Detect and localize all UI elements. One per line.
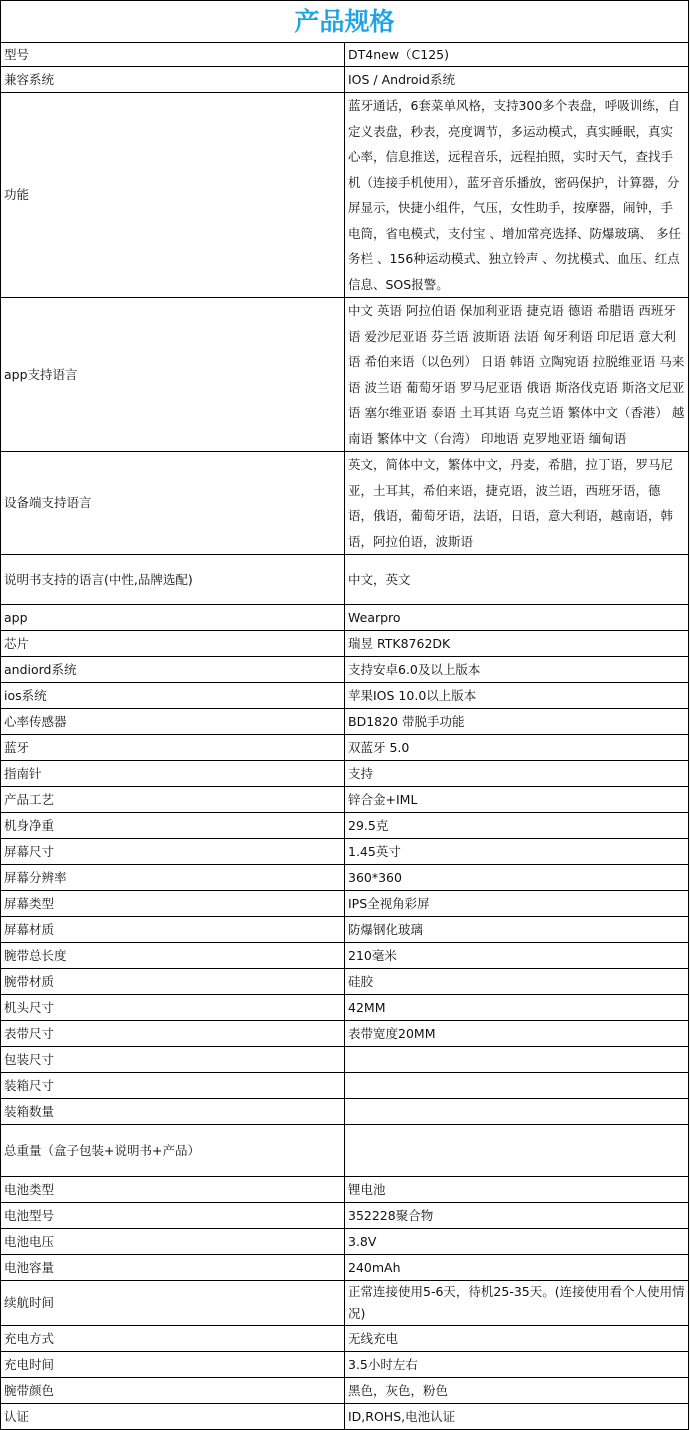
spec-value: 3.5小时左右 [345, 1352, 689, 1378]
spec-label: app支持语言 [1, 298, 345, 452]
table-row [1, 1255, 689, 1281]
spec-label: 认证 [1, 1404, 345, 1430]
spec-value: ID,ROHS,电池认证 [345, 1404, 689, 1430]
spec-label: 型号 [1, 43, 345, 67]
spec-label: 电池电压 [1, 1229, 345, 1255]
spec-value: 支持 [345, 761, 689, 787]
spec-label: andiord系统 [1, 657, 345, 683]
spec-label: 装箱尺寸 [1, 1073, 345, 1099]
spec-label: 腕带材质 [1, 969, 345, 995]
table-row [1, 1326, 689, 1352]
spec-label: 续航时间 [1, 1281, 345, 1326]
table-row [1, 631, 689, 657]
spec-value: 中文，英文 [345, 555, 689, 605]
spec-value: 中文 英语 阿拉伯语 保加利亚语 捷克语 德语 希腊语 西班牙语 爱沙尼亚语 芬兰语 波斯语 法语 匈牙利语 印尼语 意大利语 希伯来语（以色列） 日语 韩语 立陶宛语 拉脱维亚语 马来语 波兰语 葡萄牙语 罗马尼亚语 俄语 斯洛伐克语 斯洛文尼亚语 塞尔维亚语 泰语 土耳其语 乌克兰语 繁体中文（香港） 越南语 繁体中文（台湾） 印地语 克罗地亚语 缅甸语 [345, 298, 689, 452]
spec-label: 机头尺寸 [1, 995, 345, 1021]
spec-value: 锂电池 [345, 1177, 689, 1203]
spec-label: 机身净重 [1, 813, 345, 839]
spec-label: 功能 [1, 93, 345, 298]
spec-value [345, 1099, 689, 1125]
table-row [1, 839, 689, 865]
spec-value: 苹果IOS 10.0以上版本 [345, 683, 689, 709]
table-row [1, 917, 689, 943]
table-row [1, 605, 689, 631]
table-row [1, 1099, 689, 1125]
table-row [1, 1203, 689, 1229]
spec-label: 充电方式 [1, 1326, 345, 1352]
spec-label: 屏幕尺寸 [1, 839, 345, 865]
table-row [1, 683, 689, 709]
table-row [1, 67, 689, 93]
table-row [1, 1404, 689, 1430]
spec-label: 设备端支持语言 [1, 452, 345, 555]
table-row [1, 657, 689, 683]
spec-label: 屏幕分辨率 [1, 865, 345, 891]
spec-label: 产品工艺 [1, 787, 345, 813]
table-row [1, 1229, 689, 1255]
table-row [1, 995, 689, 1021]
spec-value: 352228聚合物 [345, 1203, 689, 1229]
spec-value: 正常连接使用5-6天，待机25-35天。(连接使用看个人使用情况) [345, 1281, 689, 1326]
spec-value: 蓝牙通话，6套菜单风格，支持300多个表盘，呼吸训练，自定义表盘，秒表，亮度调节，多运动模式，真实睡眠，真实心率，信息推送，远程音乐，远程拍照，实时天气，查找手机（连接手机使用），蓝牙音乐播放，密码保护，计算器，分屏显示，快捷小组件，气压，女性助手，按摩器，闹钟，手电筒，省电模式，支付宝 、增加常亮选择、防爆玻璃、 多任务栏 、156种运动模式、独立铃声 、勿扰模式、血压、红点信息、SOS报警。 [345, 93, 689, 298]
spec-value: 硅胶 [345, 969, 689, 995]
spec-label: 表带尺寸 [1, 1021, 345, 1047]
spec-label: 蓝牙 [1, 735, 345, 761]
spec-value [345, 1125, 689, 1177]
spec-value: 表带宽度20MM [345, 1021, 689, 1047]
spec-value: 支持安卓6.0及以上版本 [345, 657, 689, 683]
table-row [1, 787, 689, 813]
spec-value: 防爆钢化玻璃 [345, 917, 689, 943]
spec-value: 瑞昱 RTK8762DK [345, 631, 689, 657]
spec-label: 电池类型 [1, 1177, 345, 1203]
spec-value: IOS / Android系统 [345, 67, 689, 93]
spec-label: 腕带颜色 [1, 1378, 345, 1404]
spec-label: 兼容系统 [1, 67, 345, 93]
table-row [1, 943, 689, 969]
spec-label: app [1, 605, 345, 631]
spec-value: 英文，简体中文，繁体中文，丹麦，希腊，拉丁语，罗马尼亚，土耳其，希伯来语，捷克语，波兰语，西班牙语，德语，俄语，葡萄牙语，法语，日语，意大利语，越南语，韩语，阿拉伯语，波斯语 [345, 452, 689, 555]
spec-value: 360*360 [345, 865, 689, 891]
table-row [1, 93, 689, 298]
spec-label: ios系统 [1, 683, 345, 709]
spec-label: 屏幕材质 [1, 917, 345, 943]
table-row [1, 1352, 689, 1378]
table-row [1, 865, 689, 891]
spec-value: 42MM [345, 995, 689, 1021]
spec-value: Wearpro [345, 605, 689, 631]
table-row [1, 969, 689, 995]
spec-value: 240mAh [345, 1255, 689, 1281]
table-row [1, 1073, 689, 1099]
spec-value: 黑色，灰色，粉色 [345, 1378, 689, 1404]
spec-label: 充电时间 [1, 1352, 345, 1378]
table-row [1, 555, 689, 605]
spec-label: 电池容量 [1, 1255, 345, 1281]
table-row [1, 709, 689, 735]
table-row [1, 43, 689, 67]
spec-value [345, 1047, 689, 1073]
spec-label: 电池型号 [1, 1203, 345, 1229]
spec-label: 包装尺寸 [1, 1047, 345, 1073]
table-row [1, 813, 689, 839]
table-row [1, 298, 689, 452]
spec-value: BD1820 带脱手功能 [345, 709, 689, 735]
spec-label: 说明书支持的语言(中性,品牌选配) [1, 555, 345, 605]
spec-label: 芯片 [1, 631, 345, 657]
table-row [1, 761, 689, 787]
spec-label: 装箱数量 [1, 1099, 345, 1125]
table-row [1, 452, 689, 555]
spec-value [345, 1073, 689, 1099]
table-row [1, 1125, 689, 1177]
table-row [1, 735, 689, 761]
table-row [1, 891, 689, 917]
page-title: 产品规格 [1, 1, 689, 43]
spec-label: 腕带总长度 [1, 943, 345, 969]
spec-label: 指南针 [1, 761, 345, 787]
spec-value: IPS全视角彩屏 [345, 891, 689, 917]
table-row [1, 1281, 689, 1326]
table-row [1, 1378, 689, 1404]
spec-value: 无线充电 [345, 1326, 689, 1352]
spec-value: DT4new（C125) [345, 43, 689, 67]
spec-label: 心率传感器 [1, 709, 345, 735]
table-row [1, 1021, 689, 1047]
spec-value: 210毫米 [345, 943, 689, 969]
spec-label: 屏幕类型 [1, 891, 345, 917]
spec-value: 29.5克 [345, 813, 689, 839]
spec-value: 1.45英寸 [345, 839, 689, 865]
spec-value: 3.8V [345, 1229, 689, 1255]
spec-value: 双蓝牙 5.0 [345, 735, 689, 761]
spec-label: 总重量（盒子包装+说明书+产品） [1, 1125, 345, 1177]
table-row [1, 1047, 689, 1073]
table-row [1, 1177, 689, 1203]
spec-value: 锌合金+IML [345, 787, 689, 813]
